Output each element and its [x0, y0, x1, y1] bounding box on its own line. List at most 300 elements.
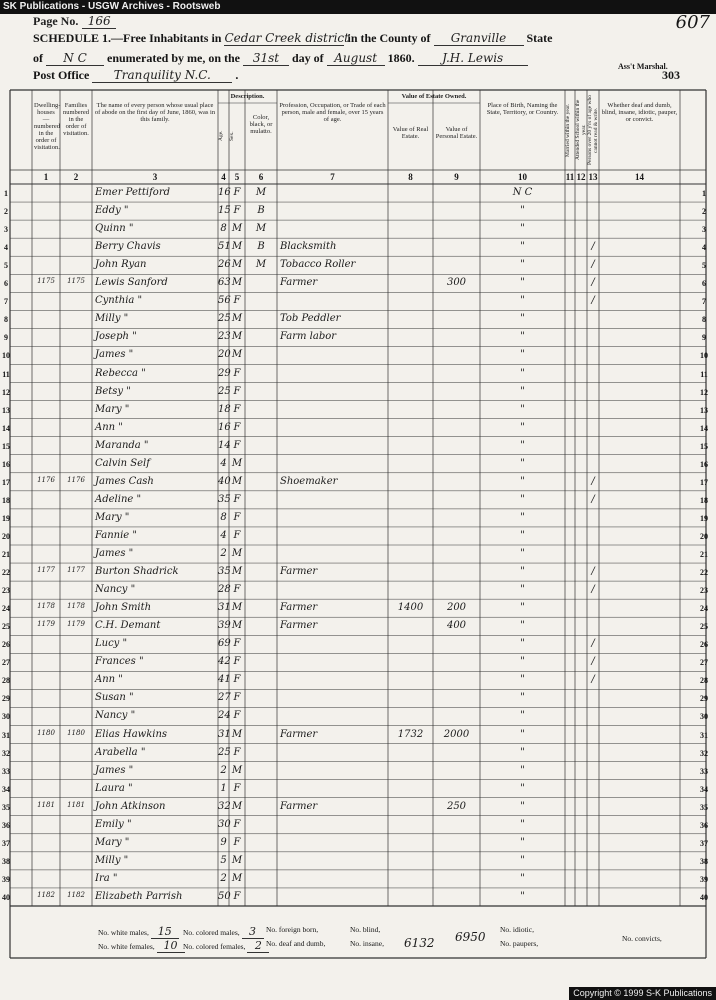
cell-c13: / — [591, 295, 595, 307]
cell-col: M — [255, 259, 267, 271]
cell-name: Ann " — [95, 421, 123, 433]
cell-name: Frances " — [95, 656, 144, 668]
row-number-left: 12 — [2, 387, 10, 397]
cell-name: Elizabeth Parrish — [95, 890, 183, 902]
row-number-right: 40 — [700, 892, 708, 902]
row-number-right: 1 — [702, 189, 706, 198]
column-header-8: Value of Real Estate. — [392, 126, 429, 140]
cell-age: 26 — [218, 259, 231, 271]
cell-birth: " — [520, 710, 525, 722]
row-number-left: 25 — [2, 622, 10, 632]
cell-name: C.H. Demant — [95, 620, 161, 632]
column-header-1: Dwelling-houses—numbered in the order of visitation. — [34, 102, 61, 151]
cell-birth: " — [520, 313, 525, 325]
cell-sex: F — [233, 439, 241, 451]
row-number-right: 9 — [702, 333, 706, 343]
column-number-4: 4 — [221, 172, 226, 182]
cell-birth: " — [520, 854, 525, 866]
cell-age: 28 — [218, 584, 231, 596]
row-number-right: 30 — [700, 712, 708, 722]
cell-sex: F — [233, 529, 241, 541]
white-females-count: 10 — [157, 939, 185, 953]
cell-birth: " — [520, 421, 525, 433]
column-header-11: Married within the year. — [565, 103, 571, 157]
cell-sex: F — [233, 710, 241, 722]
row-number-left: 1 — [4, 189, 8, 198]
row-number-right: 18 — [700, 495, 708, 505]
cell-name: Milly " — [95, 854, 129, 866]
cell-age: 51 — [218, 241, 231, 253]
archive-banner: SK Publications - USGW Archives - Rootsweb — [0, 0, 716, 14]
cell-name: Berry Chavis — [95, 241, 161, 253]
row-number-left: 20 — [2, 531, 10, 541]
cell-birth: " — [520, 385, 525, 397]
cell-sex: M — [231, 800, 243, 812]
cell-sex: M — [231, 331, 243, 343]
cell-fa: 1180 — [67, 728, 85, 737]
cell-age: 9 — [220, 836, 227, 848]
cell-sex: M — [231, 313, 243, 325]
row-number-left: 3 — [4, 225, 8, 235]
row-number-left: 28 — [2, 676, 10, 686]
cell-pe: 300 — [446, 277, 467, 289]
cell-sex: M — [231, 548, 243, 559]
copyright-notice: Copyright © 1999 S-K Publications — [569, 987, 716, 1000]
column-header-9: Value of Personal Estate. — [435, 126, 478, 140]
row-number-left: 33 — [2, 766, 10, 776]
cell-age: 25 — [218, 313, 231, 325]
row-number-right: 35 — [700, 802, 708, 812]
row-number-left: 14 — [2, 423, 10, 433]
row-number-right: 15 — [700, 441, 708, 451]
column-number-10: 10 — [518, 172, 527, 182]
cell-c13: / — [591, 475, 595, 487]
cell-sex: F — [233, 836, 241, 848]
row-number-right: 33 — [700, 766, 708, 776]
post-office-field: Tranquility N.C. — [92, 68, 232, 83]
cell-age: 15 — [218, 205, 231, 217]
cell-fa: 1175 — [67, 277, 85, 286]
cell-sex: M — [231, 241, 243, 253]
cell-birth: " — [520, 331, 525, 343]
column-number-7: 7 — [330, 172, 335, 182]
cell-name: Milly " — [95, 313, 129, 325]
cell-name: Ira " — [95, 872, 118, 884]
row-number-right: 11 — [700, 369, 708, 379]
cell-birth: " — [520, 818, 525, 830]
cell-birth: " — [520, 674, 525, 686]
insane-label: No. insane, — [350, 939, 384, 948]
cell-birth: " — [520, 620, 525, 632]
cell-pe: 400 — [446, 620, 467, 632]
row-number-left: 32 — [2, 748, 10, 758]
cell-sex: F — [233, 674, 241, 686]
cell-name: Rebecca " — [95, 367, 146, 379]
cell-occ: Farmer — [280, 566, 318, 578]
column-number-9: 9 — [454, 172, 459, 182]
cell-birth: " — [520, 692, 525, 704]
column-header-5: Sex. — [229, 131, 235, 141]
row-number-right: 21 — [700, 550, 708, 559]
cell-name: John Smith — [95, 602, 152, 614]
row-number-right: 19 — [700, 513, 708, 523]
month-field: August — [327, 51, 385, 66]
column-header-4: Age. — [218, 130, 224, 142]
cell-name: Susan " — [95, 692, 134, 704]
row-number-left: 2 — [4, 207, 8, 217]
schedule-line: SCHEDULE 1.—Free Inhabitants in Cedar Creek district in the County of Granville State — [33, 31, 553, 45]
cell-pe: 2000 — [443, 728, 470, 740]
cell-age: 4 — [220, 457, 227, 469]
cell-age: 30 — [218, 818, 231, 830]
real-estate-total: 6132 — [404, 936, 435, 950]
cell-age: 1 — [220, 782, 227, 794]
row-number-left: 26 — [2, 640, 10, 650]
cell-sex: F — [233, 493, 241, 505]
deaf-dumb-label: No. deaf and dumb, — [266, 939, 326, 948]
cell-age: 16 — [218, 421, 231, 433]
cell-birth: " — [520, 511, 525, 523]
marshal-label: Ass't Marshal. — [618, 62, 668, 71]
convicts-label: No. convicts, — [622, 934, 662, 943]
row-number-right: 12 — [700, 387, 708, 397]
cell-name: Calvin Self — [95, 457, 150, 469]
paupers-label: No. paupers, — [500, 939, 539, 948]
cell-col: M — [255, 223, 267, 235]
row-number-left: 13 — [2, 405, 10, 415]
cell-pe: 200 — [446, 602, 467, 614]
cell-name: James " — [95, 349, 134, 361]
cell-birth: " — [520, 782, 525, 794]
cell-occ: Tob Peddler — [280, 313, 341, 325]
cell-sex: M — [231, 223, 243, 235]
cell-birth: " — [520, 241, 525, 253]
column-number-11: 11 — [565, 172, 575, 182]
cell-birth: " — [520, 439, 525, 451]
cell-age: 31 — [218, 728, 231, 740]
row-number-right: 24 — [700, 604, 708, 614]
cell-age: 40 — [218, 475, 231, 487]
row-number-right: 14 — [700, 423, 708, 433]
cell-age: 14 — [218, 439, 231, 451]
row-number-left: 10 — [2, 351, 10, 361]
cell-fa: 1178 — [67, 602, 85, 611]
cell-age: 16 — [218, 187, 231, 198]
column-number-3: 3 — [152, 172, 158, 182]
column-number-6: 6 — [258, 172, 264, 182]
cell-sex: F — [233, 692, 241, 704]
cell-age: 42 — [218, 656, 231, 668]
cell-birth: " — [520, 457, 525, 469]
cell-age: 2 — [220, 764, 227, 776]
cell-c13: / — [591, 493, 595, 505]
cell-sex: M — [231, 872, 243, 884]
cell-birth: " — [520, 872, 525, 884]
white-males-count: 15 — [151, 925, 179, 939]
cell-name: Fannie " — [95, 529, 137, 541]
cell-sex: F — [233, 656, 241, 668]
row-number-right: 23 — [700, 586, 708, 596]
row-number-right: 27 — [700, 658, 708, 668]
column-header-3: The name of every person whose usual place of abode on the first day of June, 1860, was in this family. — [94, 102, 216, 123]
cell-fa: 1177 — [67, 566, 85, 575]
column-number-14: 14 — [635, 172, 644, 182]
cell-col: M — [255, 187, 267, 198]
cell-occ: Farm labor — [280, 331, 337, 343]
row-number-right: 31 — [700, 730, 708, 740]
cell-birth: " — [520, 475, 525, 487]
colored-females-count: 2 — [247, 939, 269, 953]
cell-name: James Cash — [95, 475, 154, 487]
row-number-left: 30 — [2, 712, 10, 722]
cell-name: James " — [95, 548, 134, 559]
cell-fa: 1179 — [67, 620, 85, 629]
cell-name: Cynthia " — [95, 295, 143, 307]
cell-sex: F — [233, 187, 241, 198]
marshal-signature: J.H. Lewis — [418, 51, 528, 66]
column-header-12: Attended School within the year. — [575, 99, 587, 161]
cell-re: 1400 — [397, 602, 424, 614]
cell-birth: " — [520, 259, 525, 271]
cell-c13: / — [591, 638, 595, 650]
cell-occ: Farmer — [280, 277, 318, 289]
row-number-right: 13 — [700, 405, 708, 415]
cell-c13: / — [591, 674, 595, 686]
cell-dw: 1176 — [37, 475, 55, 484]
row-number-left: 9 — [4, 333, 8, 343]
cell-age: 50 — [218, 890, 231, 902]
row-number-left: 34 — [2, 784, 10, 794]
cell-sex: F — [233, 782, 241, 794]
cell-occ: Farmer — [280, 728, 318, 740]
cell-occ: Blacksmith — [280, 241, 337, 253]
column-header-13: Persons over 20 y'rs of age who cannot read & write. — [587, 94, 599, 166]
state-field: N C — [46, 51, 104, 66]
cell-birth: " — [520, 493, 525, 505]
cell-sex: F — [233, 818, 241, 830]
row-number-left: 38 — [2, 856, 10, 866]
row-number-left: 15 — [2, 441, 10, 451]
row-number-right: 8 — [702, 315, 706, 325]
cell-name: Joseph " — [95, 331, 137, 343]
cell-col: B — [257, 241, 265, 253]
cell-age: 25 — [218, 746, 231, 758]
cell-sex: M — [231, 475, 243, 487]
cell-name: Mary " — [95, 836, 130, 848]
cell-sex: F — [233, 295, 241, 307]
column-header-10: Place of Birth, Naming the State, Territory, or Country. — [486, 102, 559, 116]
personal-estate-total: 6950 — [455, 930, 486, 944]
row-number-right: 5 — [702, 261, 706, 271]
row-number-left: 35 — [2, 802, 10, 812]
cell-age: 31 — [218, 602, 231, 614]
row-number-left: 16 — [2, 459, 10, 469]
cell-age: 69 — [218, 638, 231, 650]
row-number-right: 39 — [700, 874, 708, 884]
row-number-left: 23 — [2, 586, 10, 596]
row-number-left: 21 — [2, 550, 10, 559]
cell-name: Eddy " — [95, 205, 129, 217]
row-number-right: 6 — [702, 279, 706, 289]
cell-birth: " — [520, 277, 525, 289]
column-number-2: 2 — [73, 172, 79, 182]
row-number-right: 7 — [702, 297, 706, 307]
cell-occ: Farmer — [280, 602, 318, 614]
cell-age: 5 — [220, 854, 227, 866]
cell-age: 23 — [218, 331, 231, 343]
cell-age: 20 — [218, 349, 231, 361]
colored-males-count: 3 — [242, 925, 264, 939]
cell-age: 24 — [218, 710, 231, 722]
cell-sex: F — [233, 403, 241, 415]
row-number-right: 28 — [700, 676, 708, 686]
cell-name: Lucy " — [95, 638, 128, 650]
cell-sex: M — [231, 349, 243, 361]
cell-birth: " — [520, 529, 525, 541]
cell-sex: M — [231, 259, 243, 271]
cell-sex: F — [233, 367, 241, 379]
cell-sex: F — [233, 890, 241, 902]
row-number-left: 39 — [2, 874, 10, 884]
cell-dw: 1180 — [37, 728, 55, 737]
day-field: 31st — [243, 51, 289, 66]
page-number-303: 303 — [662, 68, 680, 82]
cell-dw: 1178 — [37, 602, 55, 611]
cell-birth: " — [520, 223, 525, 235]
cell-age: 8 — [220, 223, 227, 235]
cell-name: John Atkinson — [95, 800, 166, 812]
row-number-left: 11 — [2, 369, 10, 379]
cell-dw: 1182 — [37, 890, 55, 899]
column-number-13: 13 — [588, 172, 598, 182]
blind-label: No. blind, — [350, 925, 381, 934]
cell-dw: 1181 — [37, 800, 55, 809]
column-header-2: Families numbered in the order of visitation. — [63, 102, 89, 137]
row-number-left: 18 — [2, 495, 10, 505]
cell-sex: M — [231, 457, 243, 469]
column-number-5: 5 — [234, 172, 240, 182]
cell-sex: F — [233, 746, 241, 758]
cell-name: Laura " — [95, 782, 133, 794]
column-number-1: 1 — [43, 172, 49, 182]
cell-birth: " — [520, 836, 525, 848]
column-number-12: 12 — [576, 172, 586, 182]
description-group-header: Description. — [230, 93, 265, 100]
cell-re: 1732 — [397, 728, 424, 740]
cell-sex: F — [233, 638, 241, 650]
cell-name: Emer Pettiford — [95, 187, 170, 198]
cell-birth: " — [520, 548, 525, 559]
cell-sex: M — [231, 620, 243, 632]
row-number-left: 8 — [4, 315, 8, 325]
row-number-left: 24 — [2, 604, 10, 614]
row-number-left: 19 — [2, 513, 10, 523]
cell-age: 56 — [218, 295, 231, 307]
idiotic-label: No. idiotic, — [500, 925, 534, 934]
row-number-left: 17 — [2, 477, 10, 487]
row-number-right: 3 — [702, 225, 706, 235]
cell-name: Nancy " — [95, 710, 136, 722]
cell-birth: " — [520, 367, 525, 379]
cell-c13: / — [591, 584, 595, 596]
cell-birth: " — [520, 728, 525, 740]
cell-name: Maranda " — [95, 439, 149, 451]
cell-sex: M — [231, 566, 243, 578]
cell-birth: " — [520, 403, 525, 415]
cell-name: Nancy " — [95, 584, 136, 596]
row-number-right: 20 — [700, 531, 708, 541]
cell-name: Elias Hawkins — [95, 728, 168, 740]
cell-sex: M — [231, 764, 243, 776]
row-number-left: 40 — [2, 892, 10, 902]
cell-age: 18 — [218, 403, 231, 415]
cell-age: 8 — [220, 511, 227, 523]
row-number-right: 10 — [700, 351, 708, 361]
cell-sex: F — [233, 205, 241, 217]
cell-pe: 250 — [446, 800, 467, 812]
row-number-left: 29 — [2, 694, 10, 704]
cell-birth: " — [520, 746, 525, 758]
cell-age: 2 — [220, 548, 227, 559]
cell-name: Emily " — [95, 818, 132, 830]
row-number-right: 38 — [700, 856, 708, 866]
cell-name: Betsy " — [95, 385, 131, 397]
cell-age: 29 — [218, 367, 231, 379]
column-header-14: Whether deaf and dumb, blind, insane, idiotic, pauper, or convict. — [601, 102, 678, 123]
cell-name: Burton Shadrick — [95, 566, 179, 578]
district-field: Cedar Creek district — [224, 31, 349, 45]
cell-birth: " — [520, 584, 525, 596]
row-number-right: 26 — [700, 640, 708, 650]
county-field: Granville — [434, 31, 524, 46]
cell-age: 63 — [218, 277, 231, 289]
column-header-7: Profession, Occupation, or Trade of each person, male and female, over 15 years of age. — [279, 102, 386, 123]
column-header-6: Color, black, or mulatto. — [249, 114, 273, 135]
column-number-8: 8 — [408, 172, 413, 182]
row-number-right: 36 — [700, 820, 708, 830]
row-number-right: 2 — [702, 207, 706, 217]
cell-fa: 1176 — [67, 475, 85, 484]
cell-age: 4 — [220, 529, 227, 541]
enumeration-line: of N C enumerated by me, on the 31st day of August 1860. J.H. Lewis — [33, 51, 528, 66]
row-number-right: 37 — [700, 838, 708, 848]
value-group-header: Value of Estate Owned. — [401, 93, 467, 100]
cell-occ: Shoemaker — [280, 475, 338, 487]
cell-name: Adeline " — [95, 493, 142, 505]
cell-dw: 1179 — [37, 620, 55, 629]
cell-age: 25 — [218, 385, 231, 397]
cell-c13: / — [591, 259, 595, 271]
row-number-left: 4 — [4, 243, 8, 253]
cell-birth: N C — [512, 187, 533, 198]
cell-sex: F — [233, 421, 241, 433]
row-number-left: 27 — [2, 658, 10, 668]
row-number-right: 29 — [700, 694, 708, 704]
row-number-left: 31 — [2, 730, 10, 740]
row-number-right: 34 — [700, 784, 708, 794]
cell-sex: M — [231, 728, 243, 740]
cell-birth: " — [520, 638, 525, 650]
cell-occ: Farmer — [280, 620, 318, 632]
cell-age: 32 — [218, 800, 231, 812]
cell-age: 41 — [218, 674, 231, 686]
cell-birth: " — [520, 349, 525, 361]
cell-col: B — [257, 205, 265, 217]
cell-sex: F — [233, 385, 241, 397]
cell-birth: " — [520, 566, 525, 578]
cell-sex: M — [231, 602, 243, 614]
cell-dw: 1175 — [37, 277, 55, 286]
